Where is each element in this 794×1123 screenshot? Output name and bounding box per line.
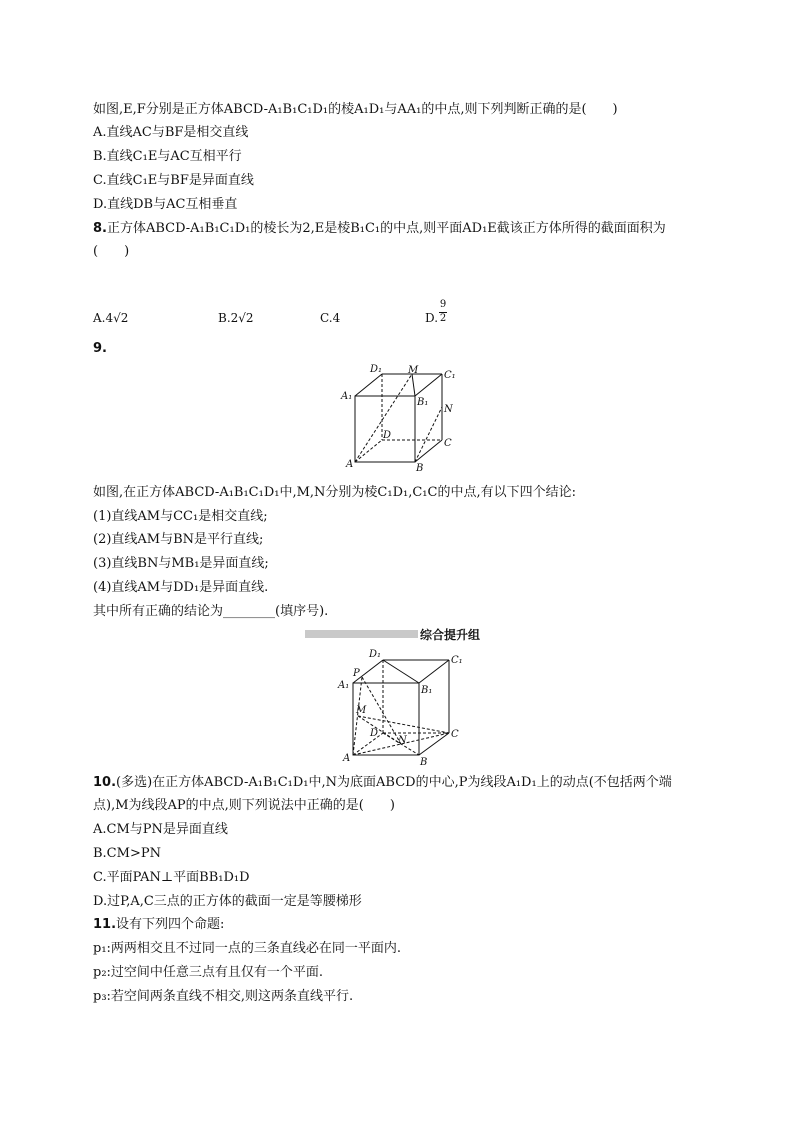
- segment-bn: [415, 407, 442, 462]
- label-a1: A₁: [338, 680, 350, 691]
- label-d: D: [370, 728, 379, 739]
- q8-d-denominator: 2: [439, 313, 447, 324]
- q9-conclusion-2: (2)直线AM与BN是平行直线;: [93, 532, 264, 547]
- q9-cube-figure: [340, 364, 460, 474]
- label-n: N: [444, 404, 453, 415]
- label-a: A: [343, 753, 351, 764]
- q7-option-d: D.直线DB与AC互相垂直: [93, 197, 238, 212]
- label-b1: B₁: [421, 685, 433, 696]
- label-b1: B₁: [417, 397, 429, 408]
- q8-option-c: C.4: [320, 311, 341, 325]
- label-c1: C₁: [451, 655, 463, 666]
- q11-prop-3: p₃:若空间两条直线不相交,则这两条直线平行.: [93, 989, 354, 1004]
- q8-d-numerator: 9: [439, 299, 447, 310]
- label-c: C: [451, 729, 459, 740]
- label-a: A: [346, 459, 354, 470]
- q8-stem: [93, 220, 666, 238]
- q9-stem: 如图,在正方体ABCD-A₁B₁C₁D₁中,M,N分别为棱C₁D₁,C₁C的中点,有以下四个结论:: [93, 485, 576, 500]
- q10-stem-line2: 点),M为线段AP的中点,则下列说法中正确的是( ): [93, 798, 395, 813]
- q9-answer-prompt: 其中所有正确的结论为________(填序号).: [93, 604, 329, 619]
- q7-option-c: C.直线C₁E与BF是异面直线: [93, 173, 254, 188]
- q10-stem-rest: (多选)在正方体ABCD-A₁B₁C₁D₁中,N为底面ABCD的中心,P为线段A₁D₁上的动点(不包括两个端: [116, 775, 672, 790]
- segment-am: [355, 374, 412, 462]
- q8-stem-rest: 正方体ABCD-A₁B₁C₁D₁的棱长为2,E是棱B₁C₁的中点,则平面AD₁E截该正方体所得的截面面积为: [106, 221, 666, 236]
- q8-option-d: D.: [425, 311, 439, 325]
- label-a1: A₁: [341, 391, 353, 402]
- cube-front-face: [355, 396, 415, 462]
- q10-cube-figure: [336, 646, 466, 768]
- label-b: B: [416, 463, 424, 474]
- q10-option-a: A.CM与PN是异面直线: [93, 822, 228, 837]
- label-m: M: [408, 365, 419, 376]
- q10-stem-line1: [93, 774, 672, 792]
- label-m: M: [356, 705, 367, 716]
- q7-option-b: B.直线C₁E与AC互相平行: [93, 149, 242, 164]
- label-b: B: [420, 757, 428, 768]
- q11-stem-rest: 设有下列四个命题:: [116, 917, 225, 932]
- q8-number: 8.: [93, 221, 107, 236]
- q11-prop-1: p₁:两两相交且不过同一点的三条直线必在同一平面内.: [93, 941, 402, 956]
- label-c1: C₁: [444, 370, 456, 381]
- label-d1: D₁: [369, 649, 382, 660]
- q8-option-b: B.2√2: [218, 311, 254, 325]
- label-d1: D₁: [370, 364, 383, 375]
- label-n: N: [398, 735, 407, 746]
- q9-conclusion-4: (4)直线AM与DD₁是异面直线.: [93, 580, 269, 595]
- q10-option-b: B.CM>PN: [93, 846, 161, 861]
- label-p: P: [353, 668, 360, 679]
- q11-stem: [93, 916, 224, 934]
- label-c: C: [444, 438, 452, 449]
- q11-number: 11.: [93, 917, 117, 932]
- q8-option-a: A.4√2: [93, 311, 129, 325]
- q7-stem: 如图,E,F分别是正方体ABCD-A₁B₁C₁D₁的棱A₁D₁与AA₁的中点,则下列判断正确的是( ): [93, 102, 618, 117]
- q7-option-a: A.直线AC与BF是相交直线: [93, 125, 249, 140]
- section-divider-bar: [305, 630, 418, 638]
- q10-number: 10.: [93, 775, 117, 790]
- q11-prop-2: p₂:过空间中任意三点有且仅有一个平面.: [93, 965, 324, 980]
- section-title: 综合提升组: [420, 628, 481, 642]
- q8-paren: ( ): [93, 244, 130, 259]
- q10-option-d: D.过P,A,C三点的正方体的截面一定是等腰梯形: [93, 894, 362, 909]
- q10-option-c: C.平面PAN⊥平面BB₁D₁D: [93, 870, 250, 885]
- q9-conclusion-1: (1)直线AM与CC₁是相交直线;: [93, 509, 268, 524]
- label-d: D: [383, 430, 392, 441]
- q9-conclusion-3: (3)直线BN与MB₁是异面直线;: [93, 556, 269, 571]
- q9-number: 9.: [93, 341, 107, 356]
